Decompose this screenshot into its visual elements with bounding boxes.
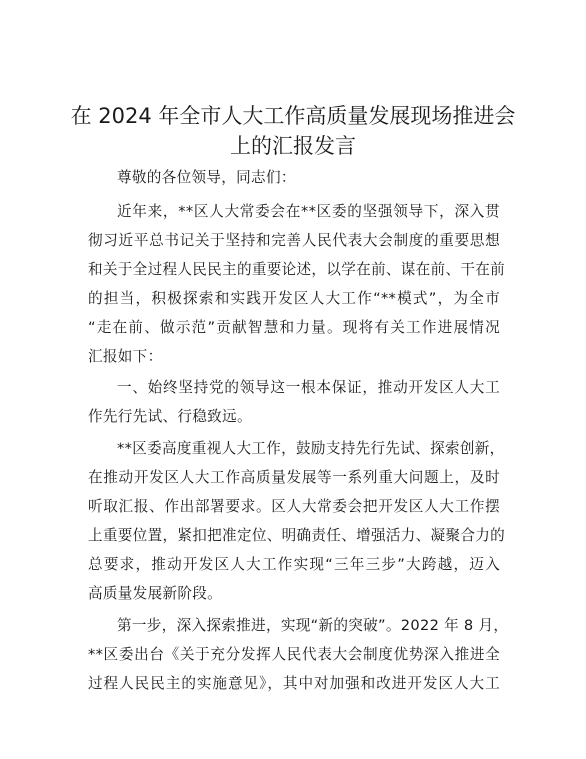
document-title-line-1: 在 2024 年全市人大工作高质量发展现场推进会	[70, 104, 516, 128]
heading-1-line-2: 作先行先试、行稳致远。	[88, 408, 252, 425]
paragraph-2-line-1: **区委高度重视人大工作，鼓励支持先行先试、探索创新，	[117, 440, 505, 457]
paragraph-3-line-2: **区委出台《关于充分发挥人民代表大会制度优势深入推进全	[88, 646, 500, 663]
paragraph-2-line-6: 高质量发展新阶段。	[88, 585, 223, 602]
paragraph-1-line-5: “走在前、做示范”贡献智慧和力量。现将有关工作进展情况	[88, 319, 500, 336]
paragraph-1-line-3: 和关于全过程人民民主的重要论述，以学在前、谋在前、干在前	[88, 261, 506, 278]
document-title-line-2: 上的汇报发言	[230, 134, 356, 158]
paragraph-1-line-2: 彻习近平总书记关于坚持和完善人民代表大会制度的重要思想	[88, 232, 500, 249]
paragraph-1-line-1: 近年来，**区人大常委会在**区委的坚强领导下，深入贯	[117, 203, 500, 220]
salutation: 尊敬的各位领导，同志们：	[117, 169, 296, 186]
paragraph-3-line-1: 第一步，深入探索推进，实现“新的突破”。2022 年 8 月，	[117, 617, 509, 634]
paragraph-2-line-3: 听取汇报、作出部署要求。区人大常委会把开发区人大工作摆	[88, 498, 500, 515]
paragraph-1-line-4: 的担当，积极探索和实践开发区人大工作“**模式”，为全市	[88, 290, 500, 307]
paragraph-2-line-2: 在推动开发区人大工作高质量发展等一系列重大问题上，及时	[88, 469, 500, 486]
paragraph-2-line-5: 总要求，推动开发区人大工作实现“三年三步”大跨越，迈入	[88, 556, 500, 573]
paragraph-3-line-3: 过程人民民主的实施意见》，其中对加强和改进开发区人大工	[88, 675, 500, 692]
paragraph-1-line-6: 汇报如下：	[88, 348, 163, 365]
paragraph-2-line-4: 上重要位置，紧扣把准定位、明确责任、增强活力、凝聚合力的	[88, 527, 506, 544]
heading-1-line-1: 一、始终坚持党的领导这一根本保证，推动开发区人大工	[117, 379, 500, 396]
